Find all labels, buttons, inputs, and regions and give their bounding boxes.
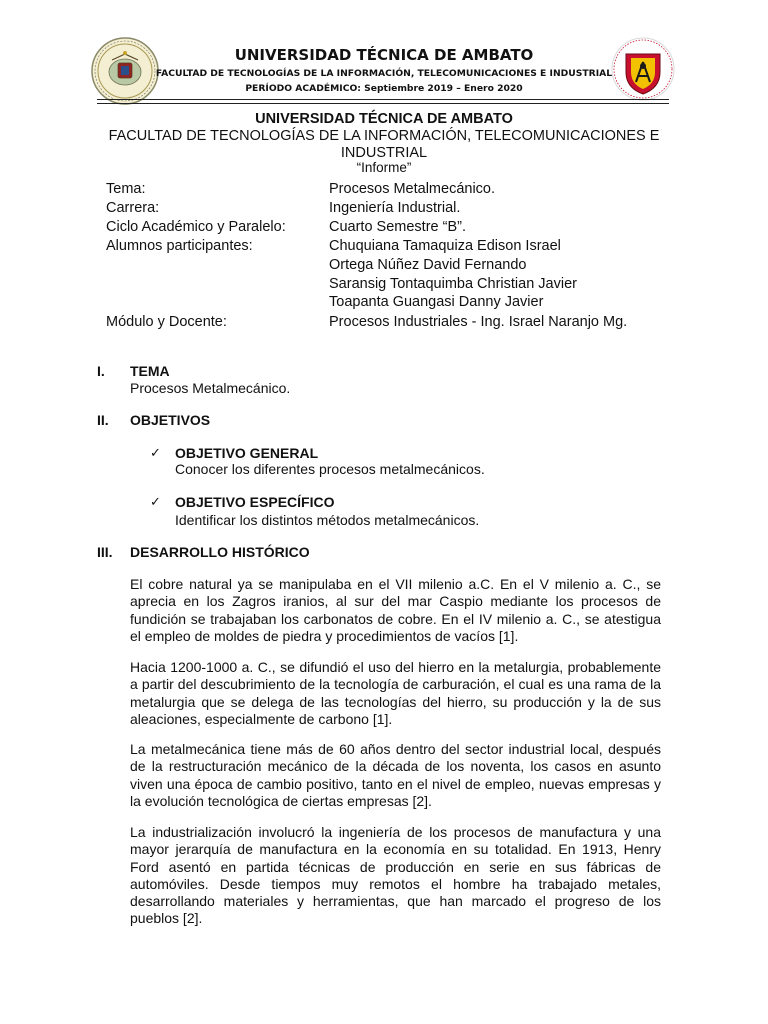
checkmark-icon: ✓ [150,445,161,460]
letterhead-university: UNIVERSIDAD TÉCNICA DE AMBATO [234,46,534,64]
alumnos-label: Alumnos participantes: [106,238,253,254]
paragraph: El cobre natural ya se manipulaba en el VII milenio a.C. En el V milenio a. C., se aprecia en los Zagros iranios, al sur del mar Caspio mediante los procesos de fundición se trabajaban los carbonatos de cobre. En el IV milenio a. C., se atestigua el empleo de moldes de piedra y procedimientos de vacíos [1]. [130,576,661,644]
header-rule-bottom [97,103,669,104]
objetivo-general-title: OBJETIVO GENERAL [175,445,319,461]
section-number: II. [97,412,109,428]
heading-doc-type: “Informe” [356,160,412,175]
paragraph: La industrialización involucró la ingeniería de los procesos de manufactura y una mayor jerarquía de manufactura en la economía en su totalidad. En 1913, Henry Ford asentó en partida técnicas de producción en serie en sus fábricas de automóviles. Desde tiempos muy remotos el hombre ha trabajado metales, desarrollando materiales y herramientas, que han marcado el progreso de los pueblos [2]. [130,824,661,927]
section-title-objetivos: OBJETIVOS [130,412,211,428]
section-title-tema: TEMA [130,363,170,379]
alumno-item: Ortega Núñez David Fernando [329,257,527,273]
objetivo-general-text: Conocer los diferentes procesos metalmecánicos. [175,461,485,477]
paragraph: La metalmecánica tiene más de 60 años dentro del sector industrial local, después de la restructuración mecánico de la década de los noventa, los casos en asunto viven una época de cambio positivo, tanto en el nivel de empleo, nuevas empresas y la evolución tecnológica de ciertas empresas [2]. [130,741,661,809]
tema-text: Procesos Metalmecánico. [130,380,291,396]
heading-faculty-line2: INDUSTRIAL [340,145,428,161]
letterhead-faculty: FACULTAD DE TECNOLOGÍAS DE LA INFORMACIÓN, TELECOMUNICACIONES E INDUSTRIAL [155,68,613,79]
ciclo-value: Cuarto Semestre “B”. [329,219,466,235]
ciclo-label: Ciclo Académico y Paralelo: [106,219,286,235]
heading-university: UNIVERSIDAD TÉCNICA DE AMBATO [255,111,513,127]
section-number: I. [97,363,105,379]
tema-label: Tema: [106,181,146,197]
tema-value: Procesos Metalmecánico. [329,181,496,197]
letterhead-period: PERÍODO ACADÉMICO: Septiembre 2019 – Enero 2020 [245,83,523,94]
objetivo-especifico-title: OBJETIVO ESPECÍFICO [175,494,335,510]
heading-faculty-line1: FACULTAD DE TECNOLOGÍAS DE LA INFORMACIÓN, TELECOMUNICACIONES E [108,128,660,144]
carrera-label: Carrera: [106,200,160,216]
paragraph: Hacia 1200-1000 a. C., se difundió el uso del hierro en la metalurgia, probablemente a partir del descubrimiento de la tecnología de carburación, el cual es una rama de la metalurgia que se delega de las tecnologías del hierro, su producción y la de sus aleaciones, especialmente de carbono [1]. [130,659,661,727]
faculty-crest-icon [608,36,678,102]
alumno-item: Toapanta Guangasi Danny Javier [329,294,544,310]
modulo-label: Módulo y Docente: [106,314,227,330]
header-rule-top [97,99,669,100]
modulo-value: Procesos Industriales - Ing. Israel Naranjo Mg. [329,314,628,330]
alumno-item: Saransig Tontaquimba Christian Javier [329,276,577,292]
checkmark-icon: ✓ [150,494,161,509]
section-number: III. [97,544,113,560]
carrera-value: Ingeniería Industrial. [329,200,461,216]
section-title-desarrollo: DESARROLLO HISTÓRICO [130,544,310,560]
objetivo-especifico-text: Identificar los distintos métodos metalmecánicos. [175,512,480,528]
alumno-item: Chuquiana Tamaquiza Edison Israel [329,238,561,254]
